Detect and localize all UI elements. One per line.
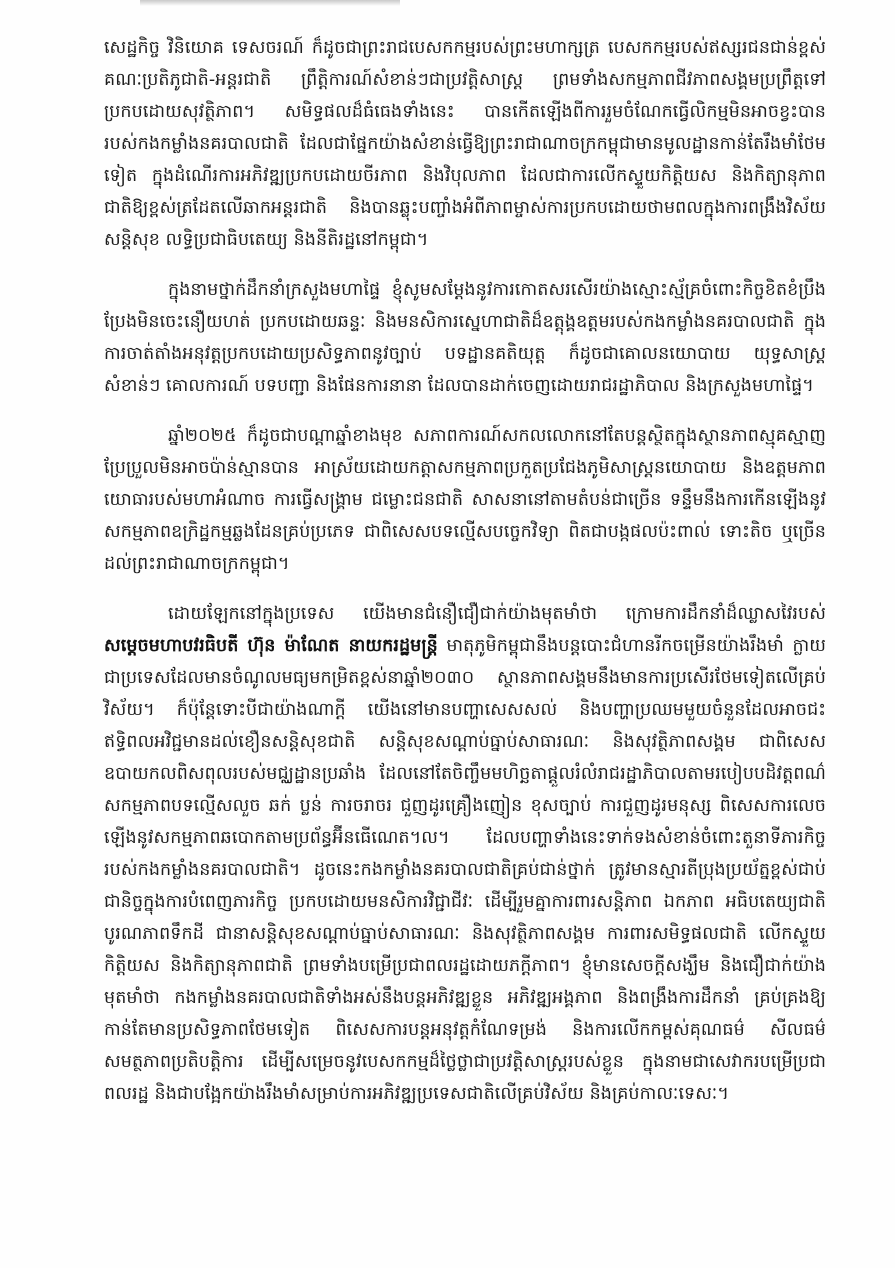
paragraph-3: ឆ្នាំ២០២៥ ក៏ដូចជាបណ្តាឆ្នាំខាងមុខ សភាពការណ៍សកលលោកនៅតែបន្តស្ថិតក្នុងស្ថានភាពស្មុគស្មាញ ប្រែប្រួលមិនអាចប៉ាន់ស្មានបាន អាស្រ័យដោយកត្តាសកម្មភាពប្រកួតប្រជែងភូមិសាស្ត្រនយោបាយ និងឧត្តមភាពយោធារបស់មហាអំណាច ការធ្វើសង្គ្រាម ជម្លោះជនជាតិ សាសនានៅតាមតំបន់ជាច្រើន ទន្ទឹមនឹងការកើនឡើងនូវសកម្មភាពឧក្រិដ្ឋកម្មឆ្លងដែនគ្រប់ប្រភេទ ជាពិសេសបទល្មើសបច្ចេកវិទ្យា ពិតជាបង្កផលប៉ះពាល់ ទោះតិច ឬច្រើនដល់ព្រះរាជាណាចក្រកម្ពុជា។ — [104, 426, 826, 574]
scan-top-edge — [140, 0, 400, 6]
paragraph-2: ក្នុងនាមថ្នាក់ដឹកនាំក្រសួងមហាផ្ទៃ ខ្ញុំសូមសម្ដែងនូវការកោតសរសើរយ៉ាងស្មោះស្ម័គ្រចំពោះកិច្ចខិតខំប្រឹងប្រែងមិនចេះនឿយហត់ ប្រកបដោយឆន្ទៈ និងមនសិការស្នេហាជាតិដ៏ឧត្តុង្គឧត្តមរបស់កងកម្លាំងនគរបាលជាតិ ក្នុងការចាត់តាំងអនុវត្តប្រកបដោយប្រសិទ្ធភាពនូវច្បាប់ បទដ្ឋានគតិយុត្ត ក៏ដូចជាគោលនយោបាយ យុទ្ធសាស្ត្រសំខាន់ៗ គោលការណ៍ បទបញ្ជា និងផែនការនានា ដែលបានដាក់ចេញដោយរាជរដ្ឋាភិបាល និងក្រសួងមហាផ្ទៃ។ — [104, 280, 826, 396]
paragraph-4-rest: មាតុភូមិកម្ពុជានឹងបន្តបោះជំហានរីកចម្រើនយ៉ាងរឹងមាំ ក្លាយជាប្រទេសដែលមានចំណូលមធ្យមកម្រិតខ្ពស់នាឆ្នាំ២០៣០ ស្ថានភាពសង្គមនឹងមានការប្រសើរថែមទៀតលើគ្រប់វិស័យ។ ក៏ប៉ុន្តែទោះបីជាយ៉ាងណាក្ដី យើងនៅមានបញ្ហាសេសសល់ និងបញ្ហាប្រឈមមួយចំនួនដែលអាចជះឥទ្ធិពលអវិជ្ជមានដល់ខឿនសន្តិសុខជាតិ សន្តិសុខសណ្ដាប់ធ្នាប់សាធារណៈ និងសុវត្ថិភាពសង្គម ជាពិសេសឧបាយកលពិសពុលរបស់មជ្ឈដ្ឋានប្រឆាំង ដែលនៅតែចិញ្ចឹមមហិច្ឆតាផ្ដួលរំលំរាជរដ្ឋាភិបាលតាមរបៀបបដិវត្តពណ៌ សកម្មភាពបទល្មើសលួច ឆក់ ប្លន់ ការចរាចរ ជួញដូរគ្រឿងញៀន ខុសច្បាប់ ការជួញដូរមនុស្ស ពិសេសការលេចឡើងនូវសកម្មភាពឆបោកតាមប្រព័ន្ធអ៊ីនធើណេត។ល។ ដែលបញ្ហាទាំងនេះទាក់ទងសំខាន់ចំពោះតួនាទីភារកិច្ចរបស់កងកម្លាំងនគរបាលជាតិ។ ដូចនេះកងកម្លាំងនគរបាលជាតិគ្រប់ជាន់ថ្នាក់ ត្រូវមានស្មារតីប្រុងប្រយ័ត្នខ្ពស់ជាប់ជានិច្ចក្នុងការបំពេញភារកិច្ច ប្រកបដោយមនសិការវិជ្ជាជីវៈ ដើម្បីរួមគ្នាការពារសន្តិភាព ឯកភាព អធិបតេយ្យជាតិ បូរណភាពទឹកដី ជានាសន្តិសុខសណ្ដាប់ធ្នាប់សាធារណៈ និងសុវត្ថិភាពសង្គម ការពារសមិទ្ធផលជាតិ លើកស្ទួយកិត្តិយស និងកិត្យានុភាពជាតិ ព្រមទាំងបម្រើប្រជាពលរដ្ឋដោយភក្ដីភាព។ ខ្ញុំមានសេចក្ដីសង្ឃឹម និងជឿជាក់យ៉ាងមុតមាំថា កងកម្លាំងនគរបាលជាតិទាំងអស់នឹងបន្តអភិវឌ្ឍខ្លួន អភិវឌ្ឍអង្គភាព និងពង្រឹងការដឹកនាំ គ្រប់គ្រងឱ្យកាន់តែមានប្រសិទ្ធភាពថែមទៀត ពិសេសការបន្តអនុវត្តកំណែទម្រង់ និងការលើកកម្ពស់គុណធម៌ សីលធម៌ សមត្ថភាពប្រតិបត្តិការ ដើម្បីសម្រេចនូវបេសកកម្មដ៏ថ្លៃថ្លាជាប្រវត្តិសាស្ត្ររបស់ខ្លួន ក្នុងនាមជាសេវាករបម្រើប្រជាពលរដ្ឋ និងជាបង្អែកយ៉ាងរឹងមាំសម្រាប់ការអភិវឌ្ឍប្រទេសជាតិលើគ្រប់វិស័យ និងគ្រប់កាលៈទេសៈ។ — [104, 636, 826, 1104]
paragraph-1: សេដ្ឋកិច្ច វិនិយោគ ទេសចរណ៍ ក៏ដូចជាព្រះរាជបេសកកម្មរបស់ព្រះមហាក្សត្រ បេសកកម្មរបស់ឥស្សរជនជាន់ខ្ពស់ គណៈប្រតិភូជាតិ-អន្តរជាតិ ព្រឹត្តិការណ៍សំខាន់ៗជាប្រវត្តិសាស្ត្រ ព្រមទាំងសកម្មភាពជីវភាពសង្គមប្រព្រឹត្តទៅប្រកបដោយសុវត្ថិភាព។ សមិទ្ធផលដ៏ធំធេងទាំងនេះ បានកើតឡើងពីការរួមចំណែកធ្វើលិកម្មមិនអាចខ្វះបានរបស់កងកម្លាំងនគរបាលជាតិ ដែលជាផ្នែកយ៉ាងសំខាន់ធ្វើឱ្យព្រះរាជាណាចក្រកម្ពុជាមានមូលដ្ឋានកាន់តែរឹងមាំថែមទៀត ក្នុងដំណើរការអភិវឌ្ឍប្រកបដោយចីរភាព និងវិបុលភាព ដែលជាការលើកស្ទួយកិត្តិយស និងកិត្យានុភាពជាតិឱ្យខ្ពស់ត្រដែតលើឆាកអន្តរជាតិ និងបានឆ្លុះបញ្ចាំងអំពីភាពម្ចាស់ការប្រកបដោយថាមពលក្នុងការពង្រឹងវិស័យសន្តិសុខ លទ្ធិប្រជាធិបតេយ្យ និងនីតិរដ្ឋនៅកម្ពុជា។ — [104, 38, 826, 250]
paragraph-4 — [104, 598, 826, 1110]
paragraph-4-lead: ដោយឡែកនៅក្នុងប្រទេស យើងមានជំនឿជឿជាក់យ៉ាងមុតមាំថា ក្រោមការដឹកនាំដ៏ឈ្លាសវៃរបស់ — [168, 604, 826, 624]
document-body — [104, 32, 826, 1128]
prime-minister-name: សម្ដេចមហាបវរធិបតី ហ៊ុន ម៉ាណែត នាយករដ្ឋមន្ត្រី — [104, 636, 438, 656]
